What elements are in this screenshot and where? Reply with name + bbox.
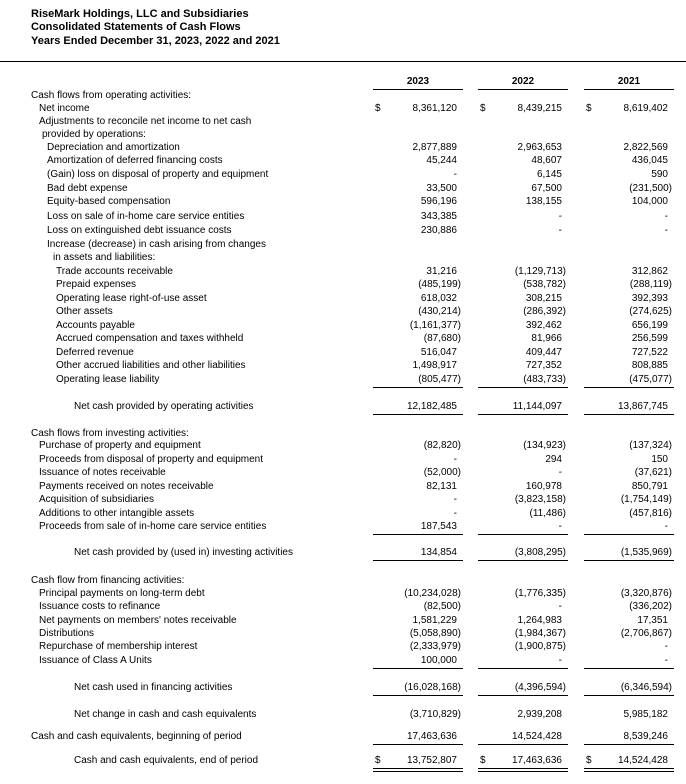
row-label: Acquisition of subsidiaries [39,494,155,505]
row-value-2022: (3,823,158) [514,494,566,505]
row-label: Trade accounts receivable [56,266,173,277]
subtotal-underline [478,560,568,561]
row-label: Net cash used in financing activities [74,682,233,693]
row-value-2023: 12,182,485 [406,401,457,412]
row-value-2021: (231,500) [629,183,672,194]
subtotal-underline [584,534,674,535]
row-value-2023: (1,161,377) [409,320,461,331]
dollar-sign: $ [480,755,486,766]
double-underline [584,768,674,772]
row-value-2022: 160,978 [525,481,562,492]
row-value-2022: 14,524,428 [511,731,562,742]
row-label: Operating lease liability [56,374,160,385]
subtotal-underline [478,668,568,669]
row-value-2023: 618,032 [420,293,457,304]
year-underline [584,89,674,90]
row-value-2022: - [558,225,562,236]
row-value-2021: 850,791 [631,481,668,492]
row-label: Net cash provided by (used in) investing activities [74,547,293,558]
year-underline [373,89,463,90]
row-value-2023: 230,886 [420,225,457,236]
row-label: Cash flow from financing activities: [31,575,185,586]
row-value-2021: 808,885 [631,360,668,371]
row-value-2023: (3,710,829) [409,709,461,720]
subtotal-underline [478,744,568,745]
row-label: Proceeds from sale of in-home care service entities [39,521,267,532]
subtotal-underline [373,695,463,696]
dollar-sign: $ [375,755,381,766]
row-value-2021: (37,621) [634,467,672,478]
year-header-2021: 2021 [617,76,641,87]
subtotal-underline [584,560,674,561]
row-label: Increase (decrease) in cash arising from changes [47,239,266,250]
row-value-2021: (457,816) [629,508,672,519]
row-label: Operating lease right-of-use asset [56,293,207,304]
row-value-2021: (137,324) [629,440,672,451]
row-label: Cash flows from investing activities: [31,428,189,439]
row-value-2022: 727,352 [525,360,562,371]
row-label: Cash flows from operating activities: [31,90,192,101]
row-label: Issuance of notes receivable [39,467,166,478]
row-value-2023: 516,047 [420,347,457,358]
row-label: Proceeds from disposal of property and equipment [39,454,264,465]
subtotal-underline [373,387,463,388]
subtotal-underline [478,414,568,415]
row-value-2023: 100,000 [420,655,457,666]
row-value-2022: - [558,601,562,612]
row-value-2022: 11,144,097 [512,401,562,412]
subtotal-underline [373,668,463,669]
row-label: Equity-based compensation [47,196,171,207]
row-value-2021: 590 [651,169,668,180]
row-value-2022: 409,447 [525,347,562,358]
row-value-2022: (1,776,335) [514,588,566,599]
row-value-2021: 13,867,745 [617,401,668,412]
row-value-2023: 82,131 [426,481,457,492]
row-value-2021: - [664,521,668,532]
row-value-2022: (4,396,594) [514,682,566,693]
row-value-2022: 294 [545,454,562,465]
row-label: Purchase of property and equipment [39,440,201,451]
row-label: provided by operations: [42,129,146,140]
row-value-2021: - [664,655,668,666]
row-label: Other assets [56,306,113,317]
subtotal-underline [373,744,463,745]
row-value-2023: (16,028,168) [404,682,461,693]
double-underline [478,768,568,772]
row-value-2021: 2,822,569 [623,142,668,153]
row-value-2023: (82,820) [423,440,461,451]
row-label: Distributions [39,628,95,639]
row-label: Loss on sale of in-home care service entities [47,211,245,222]
row-value-2022: 67,500 [531,183,562,194]
row-value-2023: 596,196 [420,196,457,207]
row-value-2023: - [453,454,457,465]
row-label: Repurchase of membership interest [39,641,198,652]
row-value-2021: 17,351 [637,615,668,626]
subtotal-underline [373,560,463,561]
row-label: Net income [39,103,90,114]
row-value-2023: (430,214) [418,306,461,317]
row-value-2022: 2,939,208 [517,709,562,720]
subtotal-underline [584,414,674,415]
year-header-2022: 2022 [511,76,535,87]
row-label: Net change in cash and cash equivalents [74,709,257,720]
row-label: Accounts payable [56,320,135,331]
row-label: Loss on extinguished debt issuance costs [47,225,232,236]
row-label: Deferred revenue [56,347,134,358]
row-label: Adjustments to reconcile net income to net cash [39,116,252,127]
row-value-2022: 8,439,215 [517,103,562,114]
row-label: (Gain) loss on disposal of property and equipment [47,169,269,180]
row-value-2021: (475,077) [629,374,672,385]
row-label: Issuance of Class A Units [39,655,152,666]
row-value-2023: - [453,508,457,519]
row-value-2022: 392,462 [525,320,562,331]
row-value-2023: (82,500) [423,601,461,612]
subtotal-underline [478,534,568,535]
row-label: Bad debt expense [47,183,128,194]
row-value-2021: (1,535,969) [620,547,672,558]
row-value-2023: 31,216 [426,266,457,277]
row-value-2022: (1,900,875) [514,641,566,652]
row-value-2021: (288,119) [629,279,672,290]
dollar-sign: $ [375,103,381,114]
row-value-2023: (805,477) [418,374,461,385]
dollar-sign: $ [586,755,592,766]
row-label: Prepaid expenses [56,279,137,290]
row-value-2021: 312,862 [631,266,668,277]
row-value-2022: (134,923) [523,440,566,451]
row-value-2023: - [453,169,457,180]
row-value-2021: (6,346,594) [620,682,672,693]
row-value-2022: 1,264,983 [517,615,562,626]
row-value-2023: 1,581,229 [412,615,457,626]
statement-title: Consolidated Statements of Cash Flows [31,21,241,33]
subtotal-underline [478,695,568,696]
row-value-2021: - [664,211,668,222]
row-value-2021: 104,000 [631,196,668,207]
year-underline [478,89,568,90]
row-value-2023: (52,000) [423,467,461,478]
row-label: Principal payments on long-term debt [39,588,205,599]
row-label: Net cash provided by operating activities [74,401,254,412]
row-value-2022: - [558,467,562,478]
row-value-2022: - [558,211,562,222]
row-value-2022: (286,392) [523,306,566,317]
row-label: Amortization of deferred financing costs [47,155,223,166]
row-value-2021: 8,619,402 [623,103,668,114]
row-value-2023: (2,333,979) [409,641,461,652]
row-value-2021: - [664,225,668,236]
subtotal-underline [584,387,674,388]
row-label: Additions to other intangible assets [39,508,195,519]
row-value-2021: 656,199 [631,320,668,331]
company-name: RiseMark Holdings, LLC and Subsidiaries [31,8,249,20]
row-value-2022: (1,129,713) [514,266,566,277]
row-value-2022: - [558,655,562,666]
row-value-2021: (2,706,867) [620,628,672,639]
subtotal-underline [478,387,568,388]
row-label: Cash and cash equivalents, end of period [74,755,259,766]
dollar-sign: $ [480,103,486,114]
row-value-2021: - [664,641,668,652]
row-value-2021: 727,522 [631,347,668,358]
subtotal-underline [373,414,463,415]
row-value-2023: 33,500 [426,183,457,194]
row-value-2022: (11,486) [529,508,566,519]
row-value-2021: (336,202) [629,601,672,612]
row-value-2022: (538,782) [523,279,566,290]
row-value-2021: 256,599 [631,333,668,344]
row-value-2023: (485,199) [418,279,461,290]
row-value-2021: 5,985,182 [623,709,668,720]
row-value-2023: 8,361,120 [412,103,457,114]
row-value-2021: 8,539,246 [623,731,668,742]
row-value-2023: 13,752,807 [406,755,457,766]
row-value-2023: (5,058,890) [409,628,461,639]
row-value-2022: 6,145 [536,169,562,180]
row-value-2023: 187,543 [420,521,457,532]
row-value-2022: (483,733) [523,374,566,385]
subtotal-underline [584,668,674,669]
row-value-2021: 392,393 [631,293,668,304]
header-divider [0,61,686,62]
row-value-2022: 17,463,636 [511,755,562,766]
row-value-2023: 17,463,636 [406,731,457,742]
row-value-2022: 138,155 [525,196,562,207]
row-value-2022: 48,607 [531,155,562,166]
row-value-2021: 150 [651,454,668,465]
row-label: Net payments on members' notes receivable [39,615,237,626]
row-label: Other accrued liabilities and other liabilities [56,360,246,371]
row-value-2023: 45,244 [426,155,457,166]
row-value-2023: - [453,494,457,505]
row-value-2022: 308,215 [525,293,562,304]
row-value-2023: (10,234,028) [404,588,461,599]
row-value-2022: 2,963,653 [517,142,562,153]
year-header-2023: 2023 [406,76,430,87]
statement-period: Years Ended December 31, 2023, 2022 and 2021 [31,35,280,47]
subtotal-underline [584,744,674,745]
row-value-2022: (3,808,295) [514,547,566,558]
row-value-2023: (87,680) [423,333,461,344]
row-label: Depreciation and amortization [47,142,180,153]
row-value-2023: 343,385 [420,211,457,222]
dollar-sign: $ [586,103,592,114]
row-value-2022: - [558,521,562,532]
row-value-2022: (1,984,367) [514,628,566,639]
row-value-2021: 14,524,428 [617,755,668,766]
row-value-2022: 81,966 [531,333,562,344]
row-value-2021: (274,625) [629,306,672,317]
row-label: Cash and cash equivalents, beginning of period [31,731,242,742]
row-label: in assets and liabilities: [53,252,156,263]
double-underline [373,768,463,772]
row-label: Issuance costs to refinance [39,601,161,612]
subtotal-underline [373,534,463,535]
row-label: Payments received on notes receivable [39,481,214,492]
row-value-2023: 1,498,917 [412,360,457,371]
row-label: Accrued compensation and taxes withheld [56,333,244,344]
row-value-2023: 2,877,889 [412,142,457,153]
subtotal-underline [584,695,674,696]
row-value-2023: 134,854 [420,547,457,558]
row-value-2021: 436,045 [631,155,668,166]
row-value-2021: (1,754,149) [620,494,672,505]
row-value-2021: (3,320,876) [620,588,672,599]
